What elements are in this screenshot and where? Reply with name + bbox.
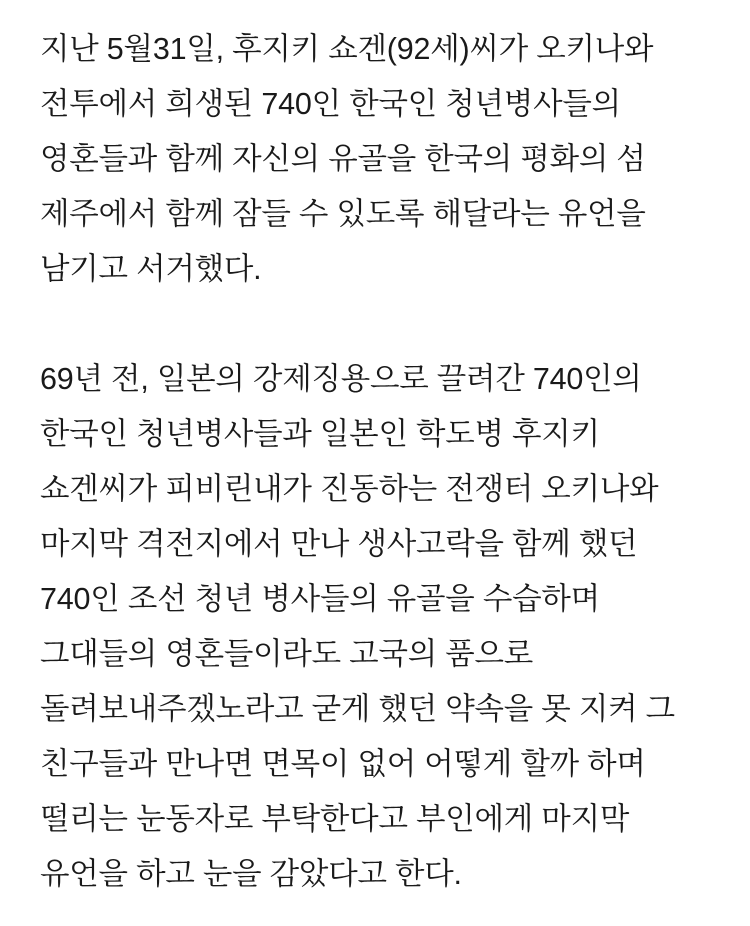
paragraph-1: 지난 5월31일, 후지키 쇼겐(92세)씨가 오키나와 전투에서 희생된 740인 한국인 청년병사들의 영혼들과 함께 자신의 유골을 한국의 평화의 섬 제주에서 함께 잠들 수 있도록 해달라는 유언을 남기고 서거했다. xyxy=(40,32,654,286)
article-body xyxy=(40,22,706,902)
paragraph-2: 69년 전, 일본의 강제징용으로 끌려간 740인의 한국인 청년병사들과 일본인 학도병 후지키 쇼겐씨가 피비린내가 진동하는 전쟁터 오키나와 마지막 격전지에서 만나 생사고락을 함께 했던 740인 조선 청년 병사들의 유골을 수습하며 그대들의 영혼들이라도 고국의 품으로 돌려보내주겠노라고 굳게 했던 약속을 못 지켜 그 친구들과 만나면 면목이 없어 어떻게 할까 하며 떨리는 눈동자로 부탁한다고 부인에게 마지막 유언을 하고 눈을 감았다고 한다. xyxy=(40,362,675,891)
